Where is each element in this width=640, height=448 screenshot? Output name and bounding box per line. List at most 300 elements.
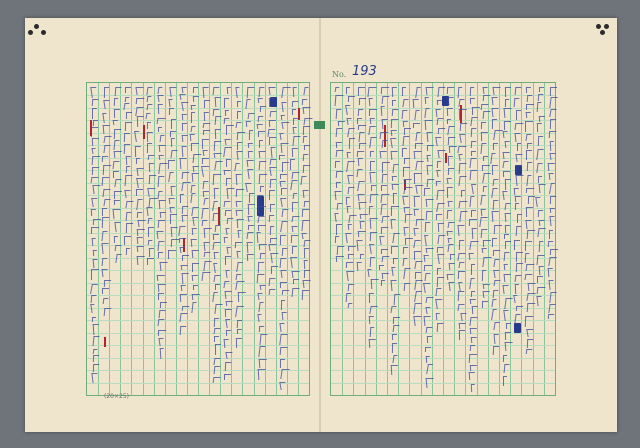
handwritten-stroke xyxy=(236,210,243,216)
handwritten-stroke xyxy=(369,327,374,337)
handwritten-stroke xyxy=(448,146,456,153)
handwritten-stroke xyxy=(516,306,523,311)
handwritten-stroke xyxy=(124,97,129,102)
handwritten-stroke xyxy=(446,274,454,280)
binding-hole xyxy=(41,30,46,35)
handwritten-stroke xyxy=(102,208,108,216)
handwritten-stroke xyxy=(257,274,265,283)
handwritten-stroke xyxy=(113,171,119,178)
handwritten-stroke xyxy=(370,257,376,267)
handwritten-stroke xyxy=(292,193,297,199)
handwritten-stroke xyxy=(191,250,198,258)
handwritten-stroke xyxy=(471,151,476,156)
handwritten-stroke xyxy=(113,151,121,158)
handwritten-stroke xyxy=(280,174,287,179)
handwritten-stroke xyxy=(481,132,489,141)
handwritten-stroke xyxy=(548,280,554,290)
handwritten-stroke xyxy=(292,109,296,115)
handwritten-stroke xyxy=(525,220,532,229)
handwritten-stroke xyxy=(381,256,389,262)
handwritten-stroke xyxy=(369,109,377,116)
handwritten-stroke xyxy=(226,87,231,94)
handwritten-stroke xyxy=(483,156,488,161)
handwritten-stroke xyxy=(224,201,231,207)
handwritten-stroke xyxy=(260,106,266,112)
handwritten-stroke xyxy=(102,298,108,304)
handwritten-stroke xyxy=(302,99,307,105)
handwritten-stroke xyxy=(146,96,151,102)
handwritten-stroke xyxy=(93,250,98,256)
handwritten-stroke xyxy=(248,130,253,140)
handwritten-stroke xyxy=(515,87,522,95)
handwritten-stroke xyxy=(235,174,242,185)
handwritten-stroke xyxy=(357,109,362,116)
handwritten-stroke xyxy=(258,131,265,137)
grid-column-line xyxy=(198,83,199,395)
handwritten-stroke xyxy=(526,329,535,337)
handwritten-stroke xyxy=(269,167,277,176)
handwritten-stroke xyxy=(235,242,243,248)
handwritten-stroke xyxy=(147,122,151,129)
handwritten-stroke xyxy=(525,121,533,132)
handwritten-stroke xyxy=(414,280,423,290)
handwritten-stroke xyxy=(281,102,287,112)
handwritten-stroke xyxy=(182,206,188,214)
handwritten-stroke xyxy=(525,253,530,263)
handwritten-stroke xyxy=(190,126,195,132)
handwritten-stroke xyxy=(404,128,411,135)
binding-hole xyxy=(34,24,39,29)
handwritten-stroke xyxy=(247,160,255,167)
handwritten-stroke xyxy=(102,189,110,197)
handwritten-stroke xyxy=(537,102,542,112)
handwritten-stroke xyxy=(248,151,253,158)
handwritten-stroke xyxy=(193,87,198,93)
handwritten-stroke xyxy=(525,274,533,280)
handwritten-stroke xyxy=(447,119,451,124)
handwritten-stroke xyxy=(247,225,254,230)
handwritten-stroke xyxy=(391,267,397,276)
handwritten-stroke xyxy=(536,255,544,265)
handwritten-stroke xyxy=(226,125,234,135)
handwritten-stroke xyxy=(292,101,298,107)
handwritten-stroke xyxy=(503,171,510,177)
handwritten-stroke xyxy=(280,235,286,245)
handwritten-stroke xyxy=(203,198,208,205)
handwritten-stroke xyxy=(347,284,354,291)
grid-row-line xyxy=(331,333,555,334)
grid-row-line xyxy=(331,320,555,321)
handwritten-stroke xyxy=(113,140,119,150)
handwritten-stroke xyxy=(212,377,220,383)
handwritten-stroke xyxy=(358,143,365,149)
handwritten-stroke xyxy=(471,128,476,137)
handwritten-stroke xyxy=(437,161,442,168)
handwritten-stroke xyxy=(149,248,154,257)
grid-row-line xyxy=(331,295,555,296)
handwritten-stroke xyxy=(460,313,467,321)
grid-column-line xyxy=(533,83,534,395)
handwritten-stroke xyxy=(447,201,453,207)
handwritten-stroke xyxy=(292,202,298,212)
handwritten-stroke xyxy=(392,109,399,116)
handwritten-stroke xyxy=(213,234,219,240)
handwritten-stroke xyxy=(505,225,510,233)
handwritten-stroke xyxy=(381,273,388,279)
grid-column-line xyxy=(544,83,545,395)
handwritten-stroke xyxy=(337,121,344,126)
grid-column-line xyxy=(342,83,343,395)
handwritten-stroke xyxy=(192,228,197,235)
handwritten-stroke xyxy=(102,177,109,186)
handwritten-stroke xyxy=(280,369,289,379)
handwritten-stroke xyxy=(503,274,511,282)
handwritten-stroke xyxy=(159,155,165,160)
handwritten-stroke xyxy=(459,240,464,250)
handwritten-stroke xyxy=(124,236,131,245)
handwritten-stroke xyxy=(548,314,555,319)
handwritten-stroke xyxy=(258,225,266,231)
handwritten-stroke xyxy=(514,133,521,142)
handwritten-stroke xyxy=(282,312,288,320)
handwritten-stroke xyxy=(458,262,464,268)
handwritten-stroke xyxy=(481,122,486,129)
handwritten-stroke xyxy=(226,330,232,336)
handwritten-stroke xyxy=(504,203,510,210)
handwritten-stroke xyxy=(214,318,220,327)
grid-row-line xyxy=(87,108,309,109)
handwritten-stroke xyxy=(347,152,352,158)
grid-row-line xyxy=(331,370,555,371)
handwritten-stroke xyxy=(483,87,489,94)
handwritten-stroke xyxy=(371,279,379,289)
handwritten-stroke xyxy=(515,263,523,272)
handwritten-stroke xyxy=(482,301,488,308)
handwritten-stroke xyxy=(492,346,498,355)
handwritten-stroke xyxy=(459,201,468,208)
handwritten-stroke xyxy=(413,228,420,236)
handwritten-stroke xyxy=(179,313,188,322)
handwritten-stroke xyxy=(483,240,491,247)
handwritten-stroke xyxy=(213,275,220,282)
handwritten-stroke xyxy=(102,125,109,134)
handwritten-stroke xyxy=(180,294,187,302)
handwritten-stroke xyxy=(413,123,420,128)
handwritten-stroke xyxy=(136,256,145,265)
handwritten-stroke xyxy=(136,158,140,164)
handwritten-stroke xyxy=(137,246,144,252)
handwritten-stroke xyxy=(182,215,189,222)
handwritten-stroke xyxy=(225,210,231,216)
handwritten-stroke xyxy=(280,359,285,368)
handwritten-stroke xyxy=(191,275,198,281)
handwritten-stroke xyxy=(472,107,480,115)
handwritten-stroke xyxy=(270,179,277,188)
handwritten-stroke xyxy=(225,301,233,306)
handwritten-stroke xyxy=(125,87,131,93)
handwritten-stroke xyxy=(92,156,100,165)
handwritten-stroke xyxy=(370,161,375,171)
handwritten-stroke xyxy=(415,185,424,194)
handwritten-stroke xyxy=(403,179,411,185)
handwritten-stroke xyxy=(538,176,543,183)
handwritten-stroke xyxy=(335,109,340,119)
handwritten-stroke xyxy=(223,147,231,157)
handwritten-stroke xyxy=(191,207,198,216)
handwritten-stroke xyxy=(268,215,274,222)
handwritten-stroke xyxy=(457,304,464,311)
handwritten-stroke xyxy=(182,123,187,131)
handwritten-stroke xyxy=(380,151,388,158)
handwritten-stroke xyxy=(269,120,276,127)
handwritten-stroke xyxy=(516,110,521,120)
handwritten-stroke xyxy=(158,252,164,258)
handwritten-stroke xyxy=(258,262,264,273)
handwritten-stroke xyxy=(393,294,400,305)
handwritten-stroke xyxy=(91,127,99,137)
handwritten-stroke xyxy=(93,259,99,268)
handwritten-stroke xyxy=(270,204,275,212)
handwritten-stroke xyxy=(259,326,265,332)
handwritten-stroke xyxy=(526,87,531,93)
handwritten-stroke xyxy=(526,112,532,118)
handwritten-stroke xyxy=(539,266,545,275)
handwritten-stroke xyxy=(424,316,432,326)
handwritten-stroke xyxy=(158,163,167,174)
handwritten-stroke xyxy=(190,193,195,203)
handwritten-stroke xyxy=(268,278,275,286)
handwritten-stroke xyxy=(157,118,166,124)
handwritten-stroke xyxy=(458,271,465,279)
handwritten-stroke xyxy=(125,122,132,131)
handwritten-stroke xyxy=(548,241,554,247)
handwritten-stroke xyxy=(516,165,521,172)
handwritten-stroke xyxy=(492,200,498,210)
handwritten-stroke xyxy=(280,143,289,153)
handwritten-stroke xyxy=(214,328,221,334)
handwritten-stroke xyxy=(304,118,313,125)
handwritten-stroke xyxy=(114,191,122,199)
handwritten-stroke xyxy=(91,238,96,246)
handwritten-stroke xyxy=(304,248,309,258)
handwritten-stroke xyxy=(336,171,344,178)
handwritten-stroke xyxy=(303,136,308,143)
handwritten-stroke xyxy=(213,263,219,273)
handwritten-stroke xyxy=(214,284,219,290)
handwritten-stroke xyxy=(179,238,187,243)
handwritten-stroke xyxy=(503,310,509,321)
handwritten-stroke xyxy=(336,142,342,148)
handwritten-stroke xyxy=(414,209,419,216)
handwritten-stroke xyxy=(114,179,121,187)
handwritten-stroke xyxy=(404,227,410,236)
handwritten-stroke xyxy=(224,237,229,243)
handwritten-stroke xyxy=(180,285,186,291)
page-number-label: No. xyxy=(332,70,347,79)
handwritten-stroke xyxy=(436,170,441,177)
handwritten-stroke xyxy=(415,161,423,170)
grid-column-line xyxy=(521,83,522,395)
handwritten-stroke xyxy=(213,252,219,259)
handwritten-stroke xyxy=(126,166,130,173)
handwritten-stroke xyxy=(157,220,165,228)
handwritten-stroke xyxy=(193,96,199,102)
handwritten-stroke xyxy=(438,223,445,232)
handwritten-stroke xyxy=(249,193,254,203)
handwritten-stroke xyxy=(458,291,465,301)
handwritten-stroke xyxy=(447,87,455,94)
handwritten-stroke xyxy=(135,146,141,157)
handwritten-stroke xyxy=(336,224,342,235)
handwritten-stroke xyxy=(214,97,220,107)
handwritten-stroke xyxy=(92,167,99,175)
handwritten-stroke xyxy=(292,246,297,254)
page-number: 193 xyxy=(352,64,377,79)
handwritten-stroke xyxy=(291,271,300,278)
handwritten-stroke xyxy=(236,111,240,119)
handwritten-stroke xyxy=(448,168,454,175)
handwritten-stroke xyxy=(93,349,98,354)
handwritten-stroke xyxy=(104,280,111,287)
handwritten-stroke xyxy=(426,199,434,207)
handwritten-stroke xyxy=(302,209,310,217)
handwritten-stroke xyxy=(159,310,166,318)
handwritten-stroke xyxy=(136,168,144,176)
handwritten-stroke xyxy=(204,228,212,238)
handwritten-stroke xyxy=(291,226,298,232)
handwritten-stroke xyxy=(225,352,233,359)
handwritten-stroke xyxy=(280,300,284,310)
handwritten-stroke xyxy=(125,156,130,165)
handwritten-stroke xyxy=(359,254,364,259)
handwritten-stroke xyxy=(346,271,355,281)
handwritten-stroke xyxy=(517,214,522,223)
handwritten-stroke xyxy=(247,232,255,239)
handwritten-stroke xyxy=(214,304,222,314)
handwritten-stroke xyxy=(536,296,543,306)
handwritten-stroke xyxy=(148,240,153,245)
handwritten-stroke xyxy=(494,334,500,344)
handwritten-stroke xyxy=(237,142,242,150)
handwritten-stroke xyxy=(402,247,408,254)
handwritten-stroke xyxy=(303,107,311,114)
handwritten-stroke xyxy=(201,208,208,219)
handwritten-stroke xyxy=(213,141,220,151)
handwritten-stroke xyxy=(158,104,164,114)
handwritten-stroke xyxy=(247,143,252,148)
handwritten-stroke xyxy=(113,209,122,219)
handwritten-stroke xyxy=(471,384,475,392)
handwritten-stroke xyxy=(494,225,502,234)
handwritten-stroke xyxy=(258,151,266,158)
handwritten-stroke xyxy=(237,320,243,328)
handwritten-stroke xyxy=(182,87,187,93)
handwritten-stroke xyxy=(459,323,467,329)
handwritten-stroke xyxy=(492,108,500,117)
handwritten-stroke xyxy=(224,362,231,371)
handwritten-stroke xyxy=(425,327,431,333)
handwritten-stroke xyxy=(393,258,398,264)
handwritten-stroke xyxy=(506,323,511,329)
handwritten-stroke xyxy=(246,121,251,127)
handwritten-stroke xyxy=(281,122,290,129)
handwritten-stroke xyxy=(203,191,209,197)
handwritten-stroke xyxy=(503,376,507,386)
handwritten-stroke xyxy=(91,177,99,183)
handwritten-stroke xyxy=(437,100,443,105)
handwritten-stroke xyxy=(303,165,311,173)
handwritten-stroke xyxy=(358,87,365,96)
handwritten-stroke xyxy=(526,230,534,239)
handwritten-stroke xyxy=(514,240,520,250)
handwritten-stroke xyxy=(237,219,245,228)
handwritten-stroke xyxy=(224,98,229,108)
handwritten-stroke xyxy=(290,180,297,190)
handwritten-stroke xyxy=(537,287,546,294)
handwritten-stroke xyxy=(505,99,510,107)
handwritten-stroke xyxy=(502,285,509,294)
handwritten-stroke xyxy=(471,210,476,217)
handwritten-stroke xyxy=(282,209,289,217)
handwritten-stroke xyxy=(290,257,298,268)
handwritten-stroke xyxy=(246,242,252,253)
handwritten-stroke xyxy=(382,119,389,129)
handwritten-stroke xyxy=(258,98,263,103)
handwritten-stroke xyxy=(181,182,190,191)
handwritten-stroke xyxy=(391,280,398,291)
handwritten-stroke xyxy=(502,152,510,159)
handwritten-stroke xyxy=(281,115,286,120)
handwritten-stroke xyxy=(538,94,544,101)
handwritten-stroke xyxy=(402,258,407,266)
handwritten-stroke xyxy=(270,238,277,243)
handwritten-stroke xyxy=(393,317,400,324)
handwritten-stroke xyxy=(459,123,467,131)
binding-hole xyxy=(604,24,609,29)
handwritten-stroke xyxy=(427,336,432,343)
handwritten-stroke xyxy=(517,143,521,151)
handwritten-stroke xyxy=(516,226,522,236)
grid-column-line xyxy=(165,83,166,395)
handwritten-stroke xyxy=(537,210,543,217)
handwritten-stroke xyxy=(550,208,556,213)
handwritten-stroke xyxy=(492,238,497,247)
handwritten-stroke xyxy=(179,94,186,100)
handwritten-stroke xyxy=(404,238,412,245)
handwritten-stroke xyxy=(92,185,101,194)
handwritten-stroke xyxy=(202,158,210,164)
handwritten-stroke xyxy=(93,364,99,372)
grid-row-line xyxy=(331,358,555,359)
handwritten-stroke xyxy=(435,299,444,309)
handwritten-stroke xyxy=(516,252,523,262)
handwritten-stroke xyxy=(459,163,467,174)
handwritten-stroke xyxy=(224,170,231,175)
handwritten-stroke xyxy=(371,185,376,191)
handwritten-stroke xyxy=(291,216,299,222)
handwritten-stroke xyxy=(168,99,173,107)
handwritten-stroke xyxy=(259,253,265,259)
handwritten-stroke xyxy=(446,178,452,184)
handwritten-stroke xyxy=(101,231,108,241)
handwritten-stroke xyxy=(214,116,220,125)
handwritten-stroke xyxy=(168,250,176,259)
handwritten-stroke xyxy=(505,141,510,148)
handwritten-stroke xyxy=(505,342,513,351)
handwritten-stroke xyxy=(391,130,398,136)
handwritten-stroke xyxy=(550,196,556,204)
handwritten-stroke xyxy=(382,174,388,183)
